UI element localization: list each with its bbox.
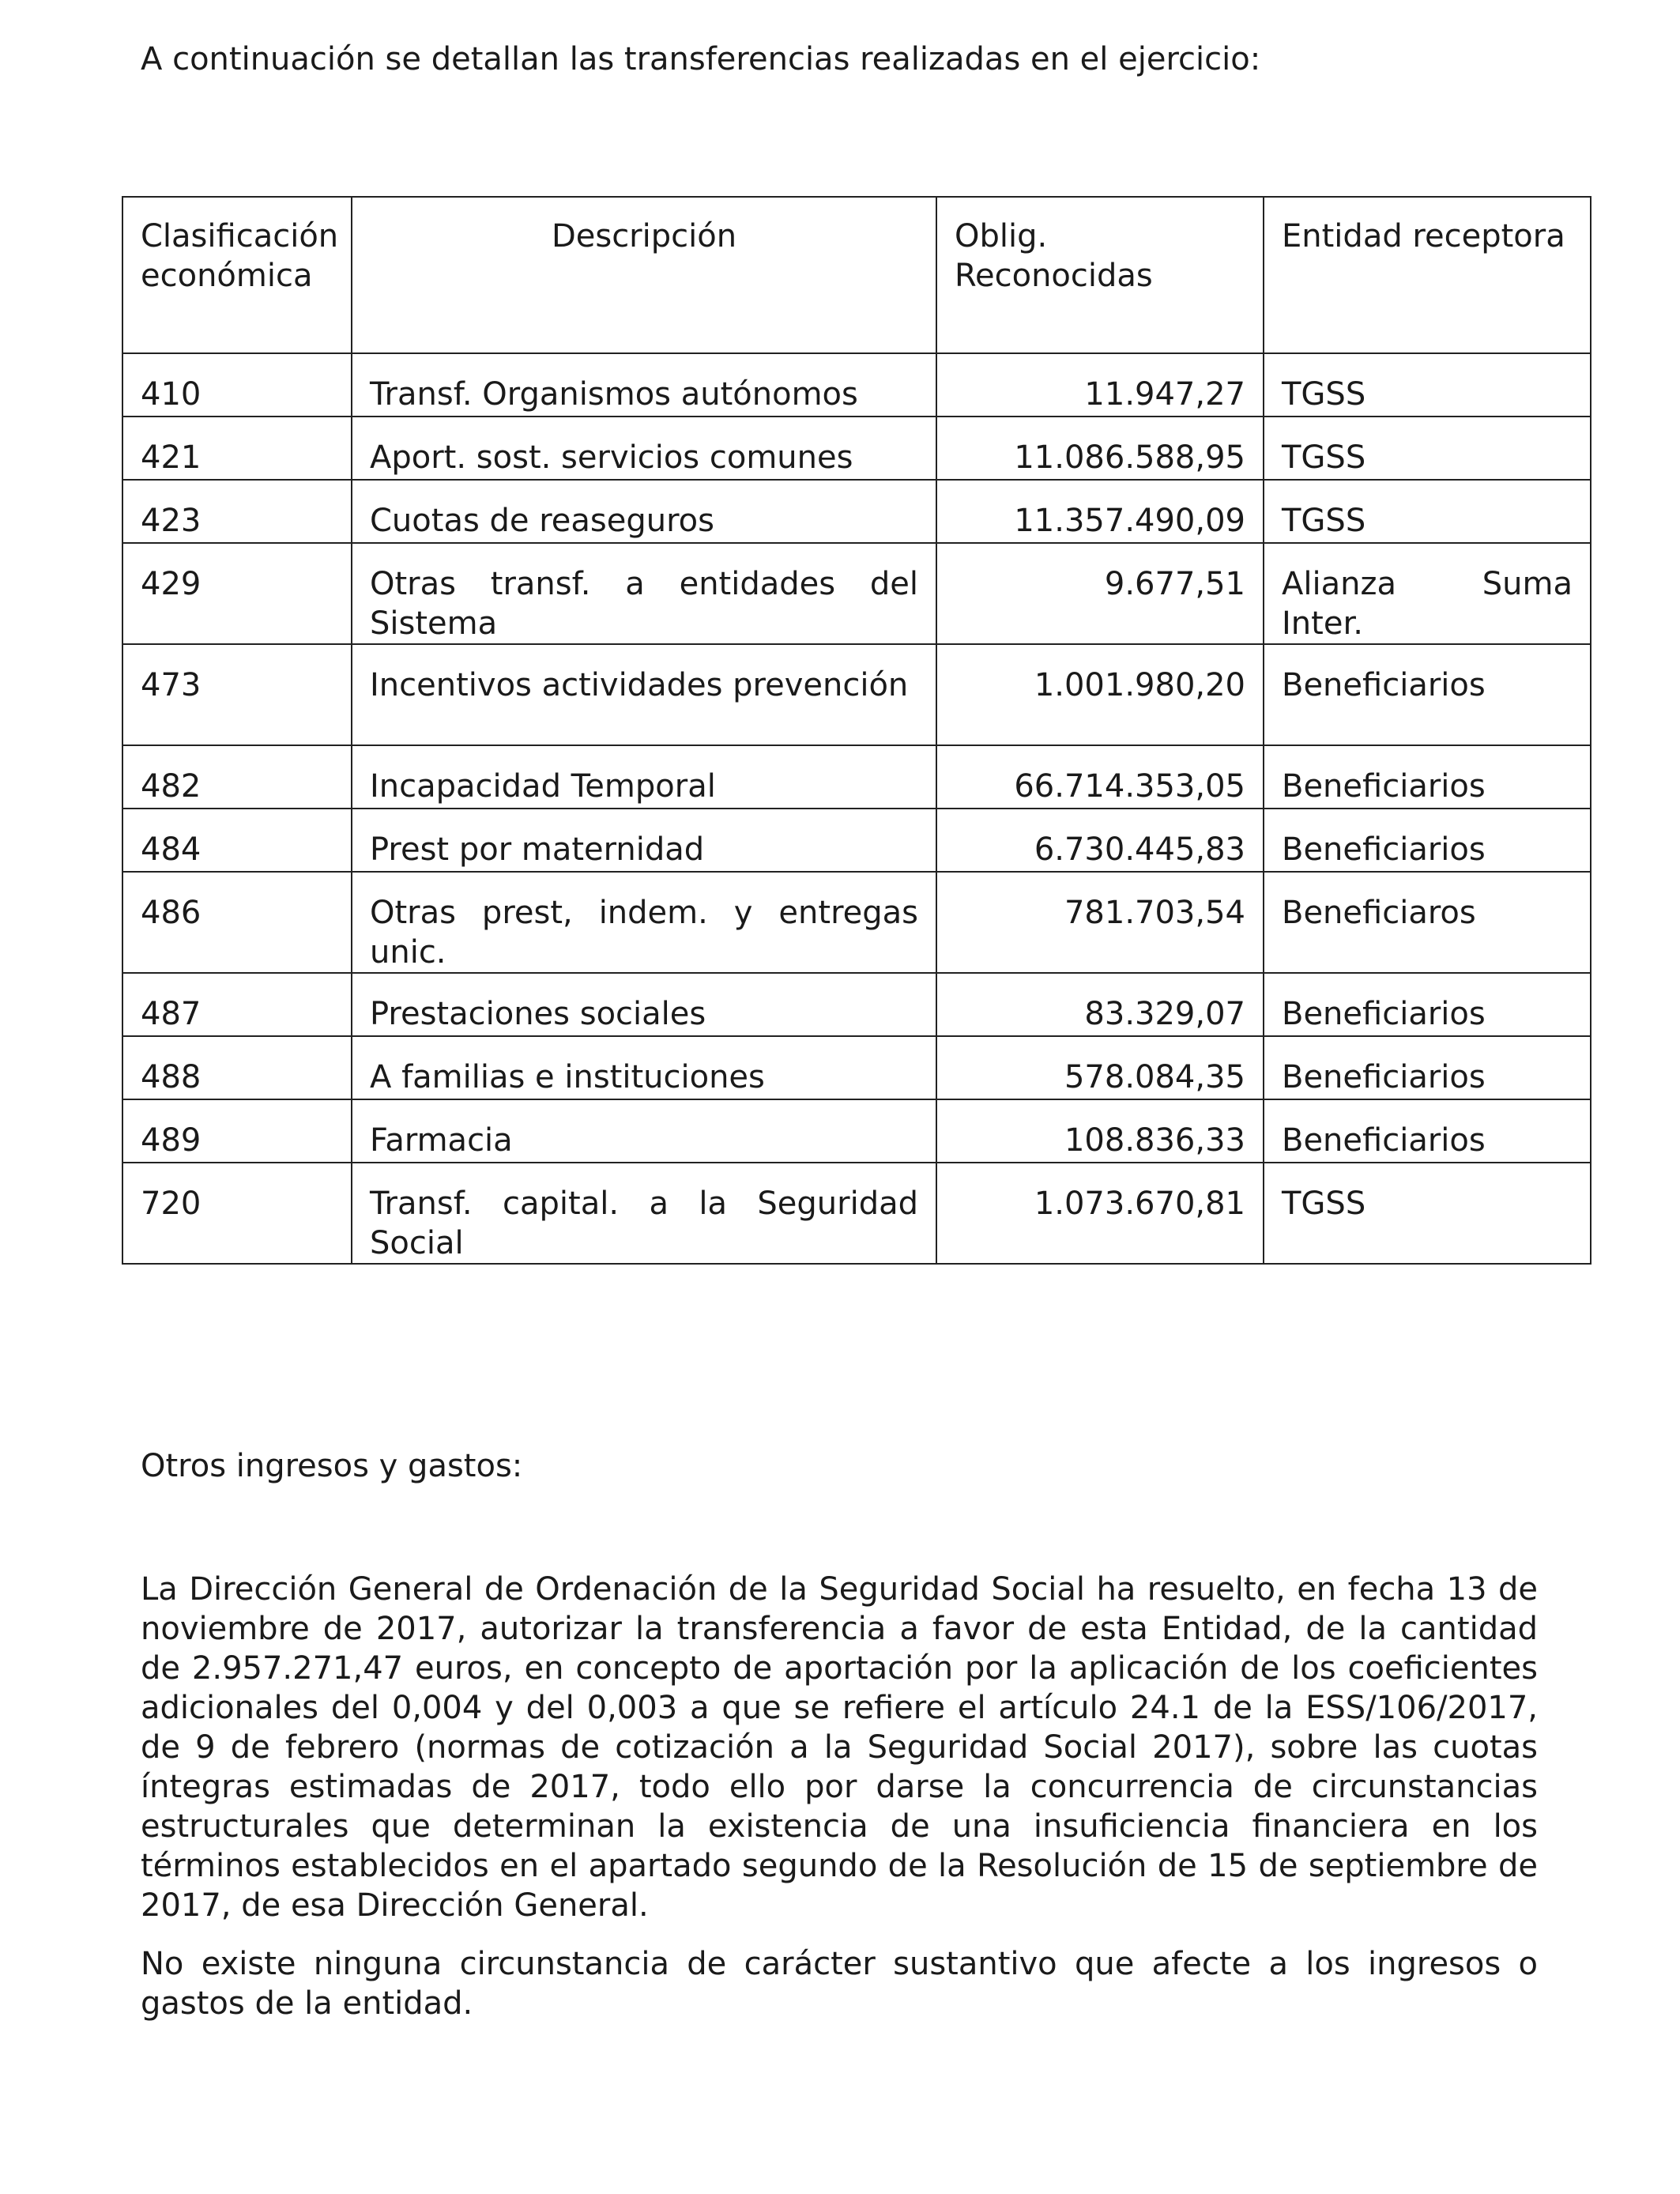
row-entity: Beneficiarios <box>1264 1036 1591 1099</box>
row-amount: 11.086.588,95 <box>936 417 1264 480</box>
row-amount: 781.703,54 <box>936 872 1264 973</box>
row-amount: 1.073.670,81 <box>936 1163 1264 1264</box>
row-code: 423 <box>122 480 352 543</box>
row-description: Cuotas de reaseguros <box>352 480 936 543</box>
table-row <box>122 1099 1591 1163</box>
row-entity: Beneficiarios <box>1264 1099 1591 1163</box>
row-description: Aport. sost. servicios comunes <box>352 417 936 480</box>
row-entity: Beneficiarios <box>1264 644 1591 745</box>
row-amount: 11.357.490,09 <box>936 480 1264 543</box>
row-entity: TGSS <box>1264 417 1591 480</box>
table-row <box>122 872 1591 973</box>
intro-text: A continuación se detallan las transferencias realizadas en el ejercicio: <box>141 41 1261 77</box>
row-amount: 11.947,27 <box>936 353 1264 417</box>
table-row <box>122 644 1591 745</box>
row-entity: TGSS <box>1264 353 1591 417</box>
table-row <box>122 809 1591 872</box>
row-description: Incentivos actividades prevención <box>352 644 936 745</box>
row-entity: Beneficiarios <box>1264 809 1591 872</box>
row-amount: 83.329,07 <box>936 973 1264 1036</box>
header-clasificacion: Clasificación económica <box>122 197 352 353</box>
row-code: 489 <box>122 1099 352 1163</box>
row-amount: 66.714.353,05 <box>936 745 1264 809</box>
row-entity: Alianza Suma Inter. <box>1264 543 1591 644</box>
row-code: 429 <box>122 543 352 644</box>
row-code: 486 <box>122 872 352 973</box>
row-description: Incapacidad Temporal <box>352 745 936 809</box>
row-description: Otras prest, indem. y entregas unic. <box>352 872 936 973</box>
table-row <box>122 353 1591 417</box>
paragraph-resolution: La Dirección General de Ordenación de la Seguridad Social ha resuelto, en fecha 13 de noviembre de 2017, autorizar la transferencia a favor de esta Entidad, de la cantidad de 2.957.271,47 euros, en concepto de aportación por la aplicación de los coeficientes adicionales del 0,004 y del 0,003 a que se refiere el artículo 24.1 de la ESS/106/2017, de 9 de febrero (normas de cotización a la Seguridad Social 2017), sobre las cuotas íntegras estimadas de 2017, todo ello por darse la concurrencia de circunstancias estructurales que determinan la existencia de una insuficiencia financiera en los términos establecidos en el apartado segundo de la Resolución de 15 de septiembre de 2017, de esa Dirección General. <box>141 1571 1538 1924</box>
header-entidad: Entidad receptora <box>1264 197 1591 353</box>
row-code: 473 <box>122 644 352 745</box>
row-amount: 6.730.445,83 <box>936 809 1264 872</box>
row-code: 410 <box>122 353 352 417</box>
row-description: Transf. Organismos autónomos <box>352 353 936 417</box>
section-title: Otros ingresos y gastos: <box>141 1448 523 1484</box>
row-code: 484 <box>122 809 352 872</box>
row-description: Transf. capital. a la Seguridad Social <box>352 1163 936 1264</box>
header-descripcion: Descripción <box>352 197 936 353</box>
row-code: 421 <box>122 417 352 480</box>
row-description: Farmacia <box>352 1099 936 1163</box>
row-amount: 578.084,35 <box>936 1036 1264 1099</box>
table-row <box>122 543 1591 644</box>
row-code: 488 <box>122 1036 352 1099</box>
row-entity: Beneficiarios <box>1264 973 1591 1036</box>
row-code: 487 <box>122 973 352 1036</box>
row-code: 482 <box>122 745 352 809</box>
row-code: 720 <box>122 1163 352 1264</box>
table-header-row <box>122 197 1591 353</box>
row-amount: 1.001.980,20 <box>936 644 1264 745</box>
row-description: Prestaciones sociales <box>352 973 936 1036</box>
table-row <box>122 745 1591 809</box>
row-entity: Beneficiaros <box>1264 872 1591 973</box>
table-row <box>122 480 1591 543</box>
row-amount: 9.677,51 <box>936 543 1264 644</box>
row-description: Otras transf. a entidades del Sistema <box>352 543 936 644</box>
table-row <box>122 1036 1591 1099</box>
row-description: A familias e instituciones <box>352 1036 936 1099</box>
paragraph-no-circumstances: No existe ninguna circunstancia de carácter sustantivo que afecte a los ingresos o gastos de la entidad. <box>141 1946 1538 2022</box>
header-obligaciones: Oblig. Reconocidas <box>936 197 1264 353</box>
table-row <box>122 417 1591 480</box>
table-row <box>122 1163 1591 1264</box>
row-amount: 108.836,33 <box>936 1099 1264 1163</box>
row-description: Prest por maternidad <box>352 809 936 872</box>
row-entity: TGSS <box>1264 1163 1591 1264</box>
transfers-table <box>122 196 1591 1265</box>
row-entity: TGSS <box>1264 480 1591 543</box>
row-entity: Beneficiarios <box>1264 745 1591 809</box>
table-row <box>122 973 1591 1036</box>
